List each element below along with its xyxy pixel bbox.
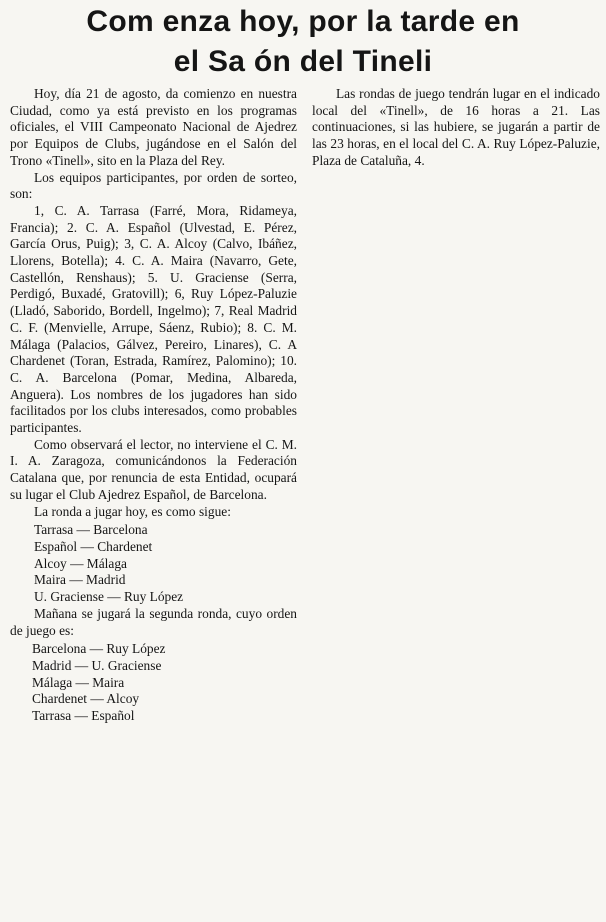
headline-line-1: Com enza hoy, por la tarde en (86, 5, 520, 38)
game-line: Chardenet — Alcoy (32, 691, 140, 707)
game-line: Tarrasa — Español (32, 708, 135, 724)
paragraph-teams-list: 1, C. A. Tarrasa (Farré, Mora, Ridameya, Francia); 2. C. A. Español (Ulvestad, E. Pérez, García Orus, Puig); 3, C. A. Alcoy (Calvo, Ibáñez, Llorens, Botella); 4. C. A. Maira (Navarro, Gete, Castellón, Renshaus); 5. U. Graciense (Serra, Perdigó, Buxadé, Gratovill); 6, Ruy López-Paluzie (Lladó, Saborido, Bordell, Ingelmo); 7, Real Madrid C. F. (Menvielle, Arrupe, Sáenz, Rubio); 8. C. M. Málaga (Palacios, Gálvez, Pereiro, Linares), C. A Chardenet (Toran, Estrada, Ramírez, Palomino); 10. C. A. Barcelona (Pomar, Medina, Albareda, Anguera). Los nombres de los jugadores han sido facilitados por los clubs interesados, como probables participantes. (10, 202, 297, 436)
game-line: Alcoy — Málaga (34, 555, 127, 571)
paragraph-schedule: Las rondas de juego tendrán lugar en el indicado local del «Tinell», de 16 horas a 21. Las continuaciones, si las hubiere, se jugarán a partir de las 23 horas, en el local del C. A. Ruy López-Paluzie, Plaza de Cataluña, 4. (312, 86, 600, 168)
right-column (312, 86, 600, 170)
paragraph-teams-heading: Los equipos participantes, por orden de sorteo, son: (10, 169, 297, 202)
paragraph-round-1-heading: La ronda a jugar hoy, es como sigue: (34, 503, 231, 519)
headline (0, 2, 606, 82)
paragraph-intro: Hoy, día 21 de agosto, da comienzo en nuestra Ciudad, como ya está previsto en los programas oficiales, el VIII Campeonato Nacional de Ajedrez por Equipos de Clubs, jugándose en el Salón del Trono «Tinell», sito en la Plaza del Rey. (10, 86, 297, 168)
game-line: Barcelona — Ruy López (32, 641, 166, 657)
round-2-games (10, 641, 297, 725)
game-line: Málaga — Maira (32, 674, 125, 690)
left-column (10, 86, 297, 725)
game-line: U. Graciense — Ruy López (34, 589, 184, 605)
paragraph-zaragoza: Como observará el lector, no interviene el C. M. I. A. Zaragoza, comunicándonos la Federación Catalana que, por renuncia de esta Entidad, ocupará su lugar el Club Ajedrez Español, de Barcelona. (10, 436, 297, 502)
round-1-games (10, 522, 297, 606)
headline-line-2: el Sa ón del Tineli (173, 45, 433, 78)
paragraph-round-2-heading: Mañana se jugará la segunda ronda, cuyo orden de juego es: (10, 605, 297, 638)
game-line: Maira — Madrid (34, 572, 126, 588)
game-line: Español — Chardenet (34, 538, 153, 554)
game-line: Tarrasa — Barcelona (34, 522, 148, 538)
game-line: Madrid — U. Graciense (32, 657, 162, 673)
